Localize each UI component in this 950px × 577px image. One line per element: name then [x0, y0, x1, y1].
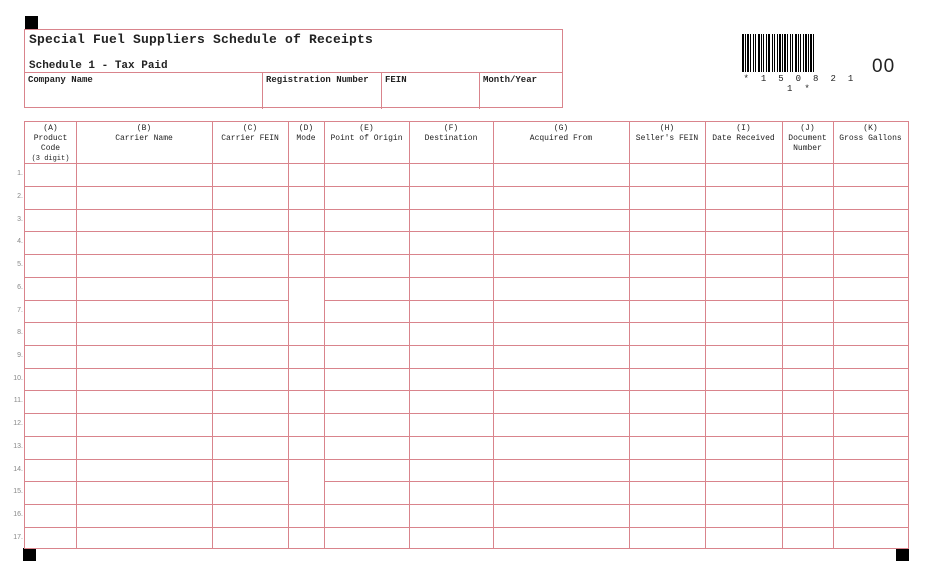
month-year-field[interactable]	[479, 73, 562, 109]
column-header	[212, 124, 288, 144]
row-divider	[25, 436, 908, 437]
column-letter: (C)	[242, 124, 258, 133]
row-divider	[25, 254, 908, 255]
barcode-bar	[779, 34, 781, 72]
column-header	[76, 124, 212, 144]
fein-label: FEIN	[385, 75, 407, 85]
barcode-bar	[813, 34, 814, 72]
barcode-bar	[782, 34, 783, 72]
barcode-bar	[753, 34, 754, 72]
barcode-bar	[805, 34, 807, 72]
column-letter: (I)	[736, 124, 751, 133]
barcode-bar	[763, 34, 764, 72]
header-fields-row	[25, 72, 562, 109]
row-number: 3.	[17, 216, 23, 223]
column-letter: (G)	[553, 124, 569, 133]
column-letter: (H)	[659, 124, 675, 133]
registration-mark-bottom-right	[896, 548, 909, 561]
barcode-bar	[777, 34, 778, 72]
barcode-bar	[790, 34, 791, 72]
barcode-bar	[784, 34, 786, 72]
column-label: Mode	[296, 134, 316, 143]
column-header	[833, 124, 908, 144]
receipts-table	[24, 121, 909, 549]
barcode-bar	[808, 34, 809, 72]
row-number: 8.	[17, 329, 23, 336]
barcode-bar	[798, 34, 799, 72]
barcode-bar	[745, 34, 746, 72]
column-label: Seller's FEIN	[635, 134, 699, 143]
column-header	[324, 124, 409, 144]
barcode-bar	[758, 34, 760, 72]
company-name-label: Company Name	[28, 75, 93, 85]
column-letter: (K)	[863, 124, 878, 133]
barcode-bar	[800, 34, 801, 72]
column-letter: (D)	[298, 124, 314, 133]
row-divider	[25, 527, 908, 528]
registration-mark-top-left	[25, 16, 38, 29]
row-divider	[25, 413, 908, 414]
column-note: (3 digit)	[31, 155, 70, 163]
barcode-bar	[747, 34, 749, 72]
column-label: Carrier FEIN	[221, 134, 279, 143]
registration-number-field[interactable]	[262, 73, 381, 109]
column-header	[409, 124, 493, 144]
row-number: 12.	[13, 420, 23, 427]
column-label: Acquired From	[529, 134, 593, 143]
barcode-bar	[772, 34, 773, 72]
barcode-bar	[810, 34, 812, 72]
row-number: 1.	[17, 170, 23, 177]
form-header	[24, 29, 563, 108]
column-label: Gross Gallons	[839, 134, 902, 143]
form-title: Special Fuel Suppliers Schedule of Receipts	[29, 32, 374, 47]
column-header	[288, 124, 324, 144]
row-divider	[25, 277, 908, 278]
column-letter: (J)	[800, 124, 815, 133]
row-divider	[25, 231, 908, 232]
row-divider	[25, 300, 288, 301]
barcode-bar	[803, 34, 804, 72]
row-divider	[25, 322, 908, 323]
barcode-bar	[774, 34, 775, 72]
row-divider	[25, 459, 908, 460]
column-header	[25, 124, 76, 164]
form-code: 00	[872, 56, 896, 77]
row-number: 10.	[13, 375, 23, 382]
row-number: 5.	[17, 261, 23, 268]
row-number: 15.	[13, 488, 23, 495]
row-divider	[324, 300, 908, 301]
registration-number-label: Registration Number	[266, 75, 369, 85]
column-letter: (A)	[43, 124, 58, 133]
row-divider	[25, 390, 908, 391]
barcode-bar	[787, 34, 788, 72]
row-number: 14.	[13, 466, 23, 473]
barcode	[742, 34, 858, 72]
barcode-bar	[768, 34, 770, 72]
schedule-subtitle: Schedule 1 - Tax Paid	[29, 60, 168, 72]
company-name-field[interactable]	[25, 73, 262, 109]
column-label: Point of Origin	[330, 134, 403, 143]
column-header	[629, 124, 705, 144]
column-label: Carrier Name	[115, 134, 173, 143]
registration-mark-bottom-left	[23, 548, 36, 561]
barcode-bar	[742, 34, 744, 72]
row-divider	[25, 345, 908, 346]
row-number: 7.	[17, 307, 23, 314]
barcode-bar	[750, 34, 751, 72]
column-header	[493, 124, 629, 144]
column-letter: (F)	[443, 124, 459, 133]
row-number: 16.	[13, 511, 23, 518]
barcode-number: * 1 5 0 8 2 1 1 *	[743, 74, 857, 94]
row-divider	[324, 481, 908, 482]
row-divider	[25, 209, 908, 210]
column-header	[705, 124, 782, 144]
column-label: Document Number	[788, 134, 827, 153]
row-number: 6.	[17, 284, 23, 291]
row-number: 13.	[13, 443, 23, 450]
barcode-bar	[795, 34, 797, 72]
row-divider	[25, 186, 908, 187]
column-letter: (B)	[136, 124, 152, 133]
column-header	[782, 124, 833, 154]
row-divider	[25, 504, 908, 505]
column-letter: (E)	[359, 124, 374, 133]
column-label: Product Code	[33, 134, 68, 153]
row-number: 17.	[13, 534, 23, 541]
column-label: Date Received	[712, 134, 775, 143]
row-number: 2.	[17, 193, 23, 200]
row-number: 9.	[17, 352, 23, 359]
barcode-bar	[755, 34, 756, 72]
barcode-bar	[761, 34, 762, 72]
row-divider	[25, 163, 908, 164]
row-divider	[25, 481, 288, 482]
fein-field[interactable]	[381, 73, 479, 109]
barcode-bar	[766, 34, 767, 72]
row-number: 11.	[13, 397, 23, 404]
row-divider	[25, 368, 908, 369]
month-year-label: Month/Year	[483, 75, 538, 85]
barcode-bar	[792, 34, 793, 72]
row-number: 4.	[17, 238, 23, 245]
column-label: Destination	[424, 134, 478, 143]
